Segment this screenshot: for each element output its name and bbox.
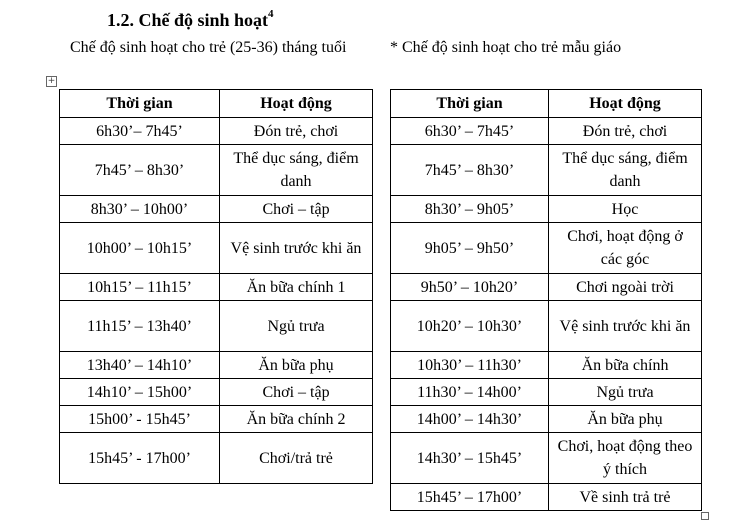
table-row: [60, 301, 373, 352]
time-cell: 10h00’ – 10h15’: [60, 223, 220, 274]
activity-cell: Chơi – tập: [220, 196, 373, 223]
activity-cell: Chơi/trả trẻ: [220, 433, 373, 484]
activity-cell: Ngủ trưa: [549, 379, 702, 406]
table-row: [60, 274, 373, 301]
table-row: [391, 223, 702, 274]
time-cell: 11h30’ – 14h00’: [391, 379, 549, 406]
activity-cell: Đón trẻ, chơi: [549, 118, 702, 145]
activity-cell: Đón trẻ, chơi: [220, 118, 373, 145]
time-cell: 7h45’ – 8h30’: [391, 145, 549, 196]
activity-cell: Vệ sinh trước khi ăn: [220, 223, 373, 274]
table-row: [391, 379, 702, 406]
time-cell: 14h10’ – 15h00’: [60, 379, 220, 406]
activity-cell: Ăn bữa chính 2: [220, 406, 373, 433]
time-cell: 7h45’ – 8h30’: [60, 145, 220, 196]
column-header-activity: Hoạt động: [220, 90, 373, 118]
activity-cell: Thể dục sáng, điểm danh: [220, 145, 373, 196]
preschool-schedule-table: [390, 89, 702, 511]
table-row: [391, 301, 702, 352]
table-row: [391, 118, 702, 145]
table-resize-handle[interactable]: [701, 512, 709, 520]
footnote-marker[interactable]: 4: [268, 8, 274, 20]
table-row: [60, 433, 373, 484]
column-header-time: Thời gian: [391, 90, 549, 118]
activity-cell: Ăn bữa chính 1: [220, 274, 373, 301]
time-cell: 11h15’ – 13h40’: [60, 301, 220, 352]
activity-cell: Chơi, hoạt động ở các góc: [549, 223, 702, 274]
activity-cell: Thể dục sáng, điểm danh: [549, 145, 702, 196]
time-cell: 10h30’ – 11h30’: [391, 352, 549, 379]
table-header-row: [391, 90, 702, 118]
activity-cell: Chơi – tập: [220, 379, 373, 406]
column-header-activity: Hoạt động: [549, 90, 702, 118]
time-cell: 14h30’ – 15h45’: [391, 433, 549, 484]
table-row: [391, 196, 702, 223]
table-row: [391, 406, 702, 433]
time-cell: 10h20’ – 10h30’: [391, 301, 549, 352]
time-cell: 15h00’ - 15h45’: [60, 406, 220, 433]
table-row: [60, 145, 373, 196]
table-row: [391, 352, 702, 379]
table-row: [391, 484, 702, 511]
time-cell: 15h45’ – 17h00’: [391, 484, 549, 511]
caption-toddler-schedule: Chế độ sinh hoạt cho trẻ (25-36) tháng tuổi: [70, 39, 347, 56]
table-row: [391, 274, 702, 301]
time-cell: 8h30’ – 10h00’: [60, 196, 220, 223]
activity-cell: Về sinh trả trẻ: [549, 484, 702, 511]
table-row: [60, 223, 373, 274]
column-header-time: Thời gian: [60, 90, 220, 118]
table-header-row: [60, 90, 373, 118]
time-cell: 13h40’ – 14h10’: [60, 352, 220, 379]
time-cell: 6h30’ – 7h45’: [391, 118, 549, 145]
activity-cell: Ăn bữa phụ: [220, 352, 373, 379]
time-cell: 8h30’ – 9h05’: [391, 196, 549, 223]
table-row: [60, 196, 373, 223]
table-row: [60, 352, 373, 379]
time-cell: 9h50’ – 10h20’: [391, 274, 549, 301]
time-cell: 14h00’ – 14h30’: [391, 406, 549, 433]
table-row: [391, 145, 702, 196]
section-heading-text: 1.2. Chế độ sinh hoạt: [107, 10, 269, 30]
activity-cell: Chơi, hoạt động theo ý thích: [549, 433, 702, 484]
table-row: [391, 433, 702, 484]
time-cell: 6h30’– 7h45’: [60, 118, 220, 145]
caption-preschool-schedule: * Chế độ sinh hoạt cho trẻ mẫu giáo: [390, 39, 622, 56]
activity-cell: Ăn bữa phụ: [549, 406, 702, 433]
activity-cell: Chơi ngoài trời: [549, 274, 702, 301]
toddler-schedule-table: [59, 89, 373, 484]
activity-cell: Học: [549, 196, 702, 223]
section-heading: [107, 10, 274, 31]
activity-cell: Vệ sinh trước khi ăn: [549, 301, 702, 352]
activity-cell: Ăn bữa chính: [549, 352, 702, 379]
table-row: [60, 406, 373, 433]
table-move-handle-icon[interactable]: +: [47, 76, 56, 86]
time-cell: 9h05’ – 9h50’: [391, 223, 549, 274]
time-cell: 10h15’ – 11h15’: [60, 274, 220, 301]
table-row: [60, 379, 373, 406]
table-row: [60, 118, 373, 145]
time-cell: 15h45’ - 17h00’: [60, 433, 220, 484]
activity-cell: Ngủ trưa: [220, 301, 373, 352]
